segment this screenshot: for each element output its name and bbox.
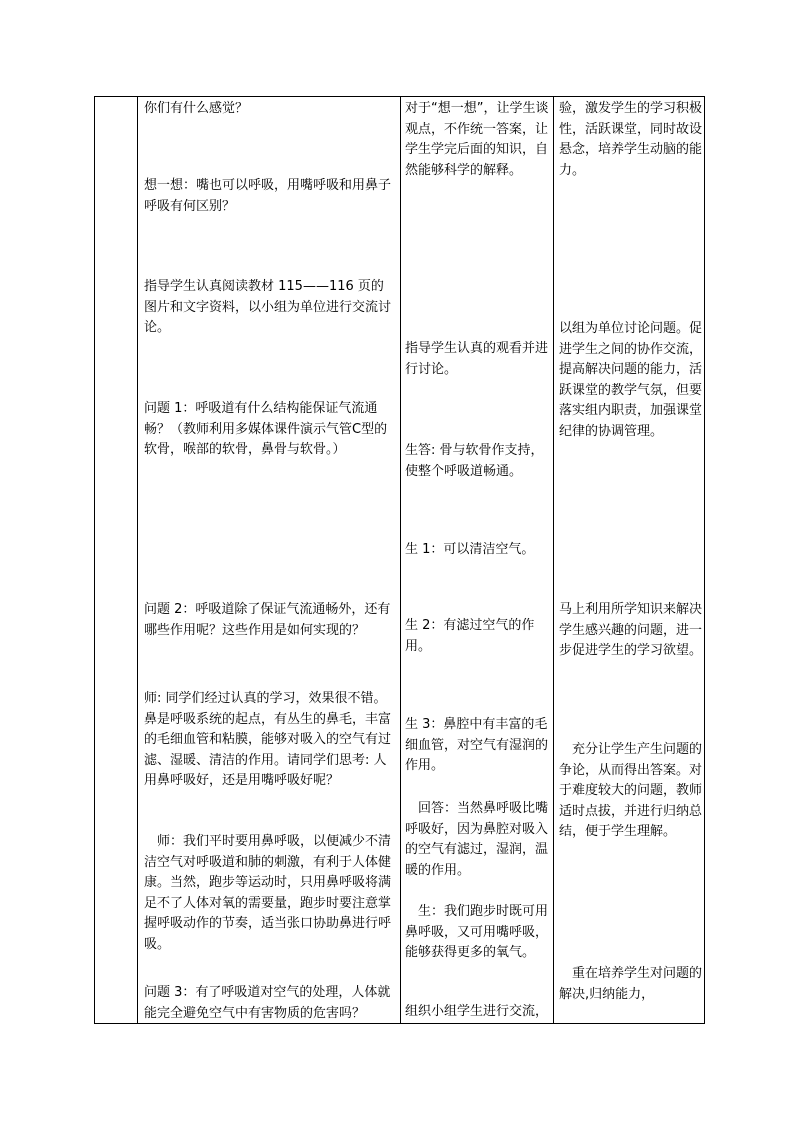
student-activity-cell [401, 97, 554, 1024]
teacher-text-question-2: 问题 2：呼吸道除了保证气流通畅外，还有哪些作用呢？这些作用是如何实现的？ [144, 602, 391, 638]
student-text-s3: 生 3：鼻腔中有丰富的毛细血管，对空气有湿润的作用。 [405, 717, 549, 773]
student-text-s1: 生 1：可以清洁空气。 [405, 542, 535, 557]
intent-text-debate: 充分让学生产生问题的争论，从而得出答案。对于难度较大的问题，教师适时点拔，并进行归纳总结，便于学生理解。 [559, 742, 703, 839]
intent-text-experience: 验，激发学生的学习积极性，活跃课堂，同时故设悬念，培养学生动脑的能力。 [559, 101, 703, 178]
student-text-answer: 生答: 骨与软骨作支持，使整个呼吸道畅通。 [405, 443, 544, 479]
intent-text-summary: 重在培养学生对问题的解决,归纳能力， [559, 966, 703, 1002]
student-text-running: 生：我们跑步时既可用鼻呼吸，又可用嘴呼吸，能够获得更多的氧气。 [405, 904, 549, 960]
teacher-text-question-3: 问题 3：有了呼吸道对空气的处理，人体就能完全避免空气中有害物质的危害吗？ [144, 985, 391, 1021]
table-row [95, 97, 705, 1024]
intent-text-group: 以组为单位讨论问题。促进学生之间的协作交流，提高解决问题的能力，活跃课堂的教学气氛，但要落实组内职责，加强课堂纪律的协调管理。 [559, 321, 703, 439]
student-text-reply: 回答：当然鼻呼吸比嘴呼吸好，因为鼻腔对吸入的空气有滤过，湿润，温暖的作用。 [405, 801, 549, 878]
student-text-think: 对于“想一想”，让学生谈观点，不作统一答案，让学生学完后面的知识，自然能够科学的解释。 [405, 101, 549, 178]
teacher-text-advice: 师：我们平时要用鼻呼吸，以便减少不清洁空气对呼吸道和肺的刺激，有利于人体健康。当然，跑步等运动时，只用鼻呼吸将满足不了人体对氧的需要量，跑步时要注意掌握呼吸动作的节奏，适当张口协助鼻进行呼吸。 [144, 834, 392, 952]
teacher-activity-cell [138, 97, 401, 1024]
student-text-watch: 指导学生认真的观看并进行讨论。 [405, 341, 549, 377]
lesson-plan-table [94, 96, 705, 1024]
teacher-text-feeling: 你们有什么感觉？ [144, 101, 249, 116]
teacher-text-think: 想一想：嘴也可以呼吸，用嘴呼吸和用鼻子呼吸有何区别？ [144, 178, 392, 214]
design-intent-cell [554, 97, 705, 1024]
teacher-text-summary: 师: 同学们经过认真的学习，效果很不错。鼻是呼吸系统的起点，有丛生的鼻毛，丰富的毛细血管和粘膜，能够对吸入的空气有过滤、湿暖、清洁的作用。请同学们思考: 人用鼻呼吸好，还是用嘴呼吸好呢？ [144, 691, 392, 788]
intent-text-apply: 马上利用所学知识来解决学生感兴趣的问题，进一步促进学生的学习欲望。 [559, 602, 703, 658]
step-column-cell [95, 97, 138, 1024]
teacher-text-question-1: 问题 1：呼吸道有什么结构能保证气流通畅？（教师利用多媒体课件演示气管C型的软骨，喉部的软骨，鼻骨与软骨。） [144, 401, 388, 457]
student-text-s2: 生 2：有滤过空气的作用。 [405, 618, 535, 654]
teacher-text-reading: 指导学生认真阅读教材 115——116 页的图片和文字资料，以小组为单位进行交流讨论。 [144, 279, 392, 335]
student-text-organize: 组织小组学生进行交流， [405, 1004, 549, 1019]
